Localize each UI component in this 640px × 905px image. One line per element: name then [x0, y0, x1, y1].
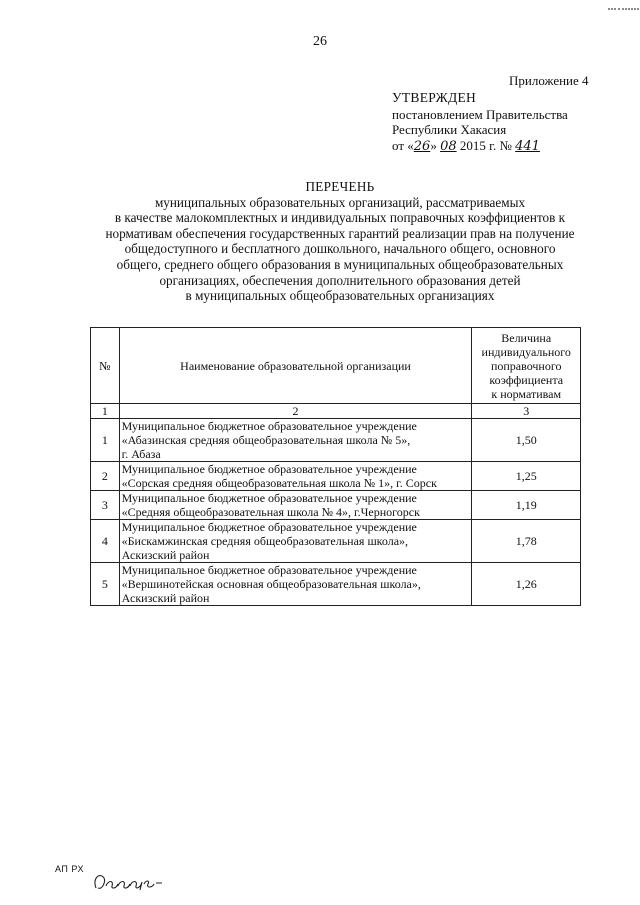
table-header-row	[91, 328, 581, 404]
coefficient-value: 1,25	[472, 462, 581, 491]
title-line: нормативам обеспечения государственных гарантий реализации прав на получение	[105, 225, 575, 241]
date-prefix: от «	[392, 138, 414, 153]
organization-name	[119, 462, 472, 491]
column-index: 2	[119, 404, 472, 419]
organization-name	[119, 419, 472, 462]
date-year: 2015 г. №	[456, 138, 516, 153]
header-coefficient	[472, 328, 581, 404]
name-line: «Сорская средняя общеобразовательная школа № 1», г. Сорск	[121, 476, 437, 490]
title-line: муниципальных образовательных организаций, рассматриваемых	[154, 194, 526, 210]
date-day: 26	[413, 139, 431, 154]
table-row	[91, 563, 581, 606]
name-line: Аскизский район	[121, 591, 210, 605]
name-line: Муниципальное бюджетное образовательное учреждение	[121, 491, 417, 505]
organization-name	[119, 563, 472, 606]
column-index: 1	[91, 404, 120, 419]
government-name-line: Республики Хакасия	[392, 122, 507, 137]
organizations-table	[90, 327, 581, 606]
name-line: Аскизский район	[121, 548, 210, 562]
header-coef-line: коэффициента	[489, 372, 564, 387]
row-number: 3	[91, 491, 120, 520]
date-separator: »	[430, 138, 441, 153]
approved-heading: УТВЕРЖДЕН	[392, 90, 477, 105]
header-name: Наименование образовательной организации	[119, 328, 472, 404]
row-number: 4	[91, 520, 120, 563]
table-row	[91, 520, 581, 563]
approval-date-line	[392, 138, 540, 154]
name-line: г. Абаза	[121, 447, 161, 461]
table-row	[91, 462, 581, 491]
title-line: общего, среднего общего образования в муниципальных общеобразовательных	[116, 256, 564, 272]
title-heading: ПЕРЕЧЕНЬ	[305, 179, 375, 194]
header-coef-line: индивидуального	[481, 344, 571, 359]
table-row	[91, 491, 581, 520]
table-row	[91, 419, 581, 462]
name-line: «Средняя общеобразовательная школа № 4», г.Черногорск	[121, 505, 420, 519]
approved-by-line: постановлением Правительства	[392, 107, 568, 122]
page-number: 26	[313, 34, 327, 49]
header-coef-line: Величина	[501, 330, 552, 345]
title-line: в качестве малокомплектных и индивидуальных поправочных коэффициентов к	[114, 210, 566, 226]
name-line: «Вершинотейская основная общеобразовательная школа»,	[121, 577, 421, 591]
row-number: 2	[91, 462, 120, 491]
coefficient-value: 1,50	[472, 419, 581, 462]
row-number: 5	[91, 563, 120, 606]
organization-name	[119, 520, 472, 563]
coefficient-value: 1,26	[472, 563, 581, 606]
handwritten-signature	[90, 868, 170, 901]
scan-corner-mark	[608, 0, 640, 6]
date-month: 08	[440, 139, 457, 154]
coefficient-value: 1,19	[472, 491, 581, 520]
document-title	[80, 179, 600, 304]
footer-code: АП РХ	[55, 864, 84, 874]
header-number: №	[91, 328, 120, 404]
column-index: 3	[472, 404, 581, 419]
title-line: общедоступного и бесплатного дошкольного, начального общего, основного	[124, 241, 556, 257]
header-coef-line: поправочного	[490, 358, 562, 373]
name-line: Муниципальное бюджетное образовательное учреждение	[121, 462, 417, 476]
organization-name	[119, 491, 472, 520]
name-line: «Бискамжинская средняя общеобразовательная школа»,	[121, 534, 409, 548]
name-line: «Абазинская средняя общеобразовательная школа № 5»,	[121, 433, 411, 447]
row-number: 1	[91, 419, 120, 462]
name-line: Муниципальное бюджетное образовательное учреждение	[121, 563, 417, 577]
appendix-label: Приложение 4	[509, 73, 589, 88]
title-line: в муниципальных общеобразовательных организациях	[185, 288, 495, 304]
coefficient-value: 1,78	[472, 520, 581, 563]
column-index-row	[91, 404, 581, 419]
decree-number: 441	[515, 139, 540, 154]
name-line: Муниципальное бюджетное образовательное учреждение	[121, 419, 417, 433]
name-line: Муниципальное бюджетное образовательное учреждение	[121, 520, 417, 534]
title-line: организациях, обеспечения дополнительного образования детей	[159, 272, 521, 288]
header-coef-line: к нормативам	[491, 386, 562, 401]
